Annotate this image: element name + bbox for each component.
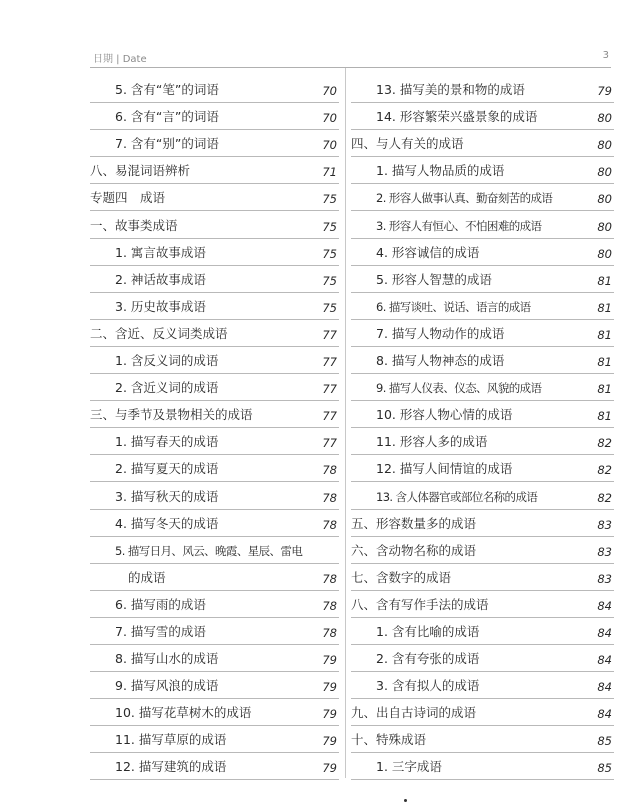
toc-entry [351,76,614,103]
toc-entry [90,266,339,293]
toc-entry-page: 81 [597,327,612,342]
toc-entry [351,618,614,645]
toc-entry [351,699,614,726]
toc-entry-page: 75 [322,246,337,261]
toc-entry-page: 83 [597,517,612,532]
toc-entry [90,591,339,618]
toc-entry-title: 五、形容数量多的成语 [351,515,477,531]
toc-entry-title: 8. 描写山水的成语 [115,651,219,667]
toc-entry-title: 七、含数字的成语 [351,569,452,585]
toc-entry-page: 80 [597,246,612,261]
toc-entry-page: 84 [597,680,612,695]
toc-entry-page: 77 [322,409,337,424]
toc-entry-page: 77 [322,382,337,397]
toc-entry [351,184,614,211]
toc-entry-page: 77 [322,355,337,370]
toc-entry-page: 80 [597,111,612,126]
toc-entry [90,347,339,374]
toc-entry [351,157,614,184]
toc-entry-page: 75 [322,219,337,234]
toc-entry [90,157,339,184]
toc-entry-page: 77 [322,327,337,342]
toc-entry-title: 6. 描写雨的成语 [115,596,206,612]
toc-entry-page: 82 [597,490,612,505]
toc-entry-page: 83 [597,544,612,559]
toc-entry-page: 78 [322,598,337,613]
toc-entry-title: 六、含动物名称的成语 [351,542,477,558]
toc-entry-page: 79 [322,734,337,749]
toc-entry [351,211,614,238]
toc-entry [351,293,614,320]
toc-entry-title: 1. 含反义词的成语 [115,353,219,369]
toc-entry-title: 4. 描写冬天的成语 [115,515,219,531]
toc-entry [90,239,339,266]
toc-entry-page: 70 [322,84,337,99]
toc-entry [351,347,614,374]
toc-entry-page: 85 [597,734,612,749]
page-header [93,50,609,66]
toc-entry-title: 1. 三字成语 [376,759,442,775]
toc-entry-title: 10. 描写花草树木的成语 [115,705,252,721]
toc-entry [90,455,339,482]
toc-entry-page: 78 [322,625,337,640]
toc-entry [351,239,614,266]
toc-entry-page: 78 [322,490,337,505]
toc-entry-title: 3. 描写秋天的成语 [115,488,219,504]
toc-left-column [90,76,339,780]
toc-entry-page: 79 [597,84,612,99]
toc-entry [90,293,339,320]
toc-entry [90,428,339,455]
toc-entry-page: 81 [597,355,612,370]
toc-entry [351,130,614,157]
toc-entry-title: 5. 描写日月、风云、晚霞、星辰、雷电 [115,543,303,558]
toc-entry-page: 78 [322,463,337,478]
toc-entry-title: 11. 形容人多的成语 [376,434,488,450]
toc-entry-title: 三、与季节及景物相关的成语 [90,407,253,423]
toc-entry-title: 3. 含有拟人的成语 [376,678,480,694]
toc-entry [90,645,339,672]
toc-entry-page: 78 [322,571,337,586]
toc-entry [351,374,614,401]
toc-entry-page: 81 [597,409,612,424]
toc-entry-title: 10. 形容人物心情的成语 [376,407,513,423]
toc-entry-page: 75 [322,273,337,288]
toc-entry [90,211,339,238]
toc-entry-title: 9. 描写风浪的成语 [115,678,219,694]
toc-entry-page: 84 [597,653,612,668]
toc-entry [90,374,339,401]
toc-entry-page: 80 [597,219,612,234]
toc-entry-page: 70 [322,111,337,126]
toc-entry-title: 十、特殊成语 [351,732,427,748]
toc-entry-title: 5. 形容人智慧的成语 [376,271,492,287]
ink-dot [404,799,407,802]
toc-entry-title: 8. 描写人物神态的成语 [376,353,505,369]
toc-entry-page: 71 [322,165,337,180]
toc-entry [90,753,339,780]
toc-entry-title: 八、易混词语辨析 [90,163,191,179]
toc-entry [351,510,614,537]
toc-entry-page: 81 [597,300,612,315]
toc-entry-page: 84 [597,707,612,722]
toc-entry [90,618,339,645]
toc-entry-title: 7. 描写雪的成语 [115,623,206,639]
toc-entry [90,130,339,157]
toc-entry [90,184,339,211]
toc-entry-title: 6. 含有“言”的词语 [115,109,219,125]
toc-entry-page: 85 [597,761,612,776]
toc-entry-page: 84 [597,625,612,640]
toc-entry [90,672,339,699]
toc-right-column [351,76,614,780]
toc-entry [90,320,339,347]
toc-entry [90,699,339,726]
toc-entry-title: 12. 描写建筑的成语 [115,759,227,775]
toc-entry [351,320,614,347]
toc-entry-page: 70 [322,138,337,153]
toc-entry [351,103,614,130]
toc-entry-title: 6. 描写谈吐、说话、语言的成语 [376,299,531,314]
toc-entry-title: 7. 含有“别”的词语 [115,136,219,152]
toc-entry-title: 1. 含有比喻的成语 [376,623,480,639]
toc-entry-page: 81 [597,273,612,288]
toc-entry [351,726,614,753]
toc-entry-title: 9. 描写人仪表、仪态、风貌的成语 [376,381,542,396]
toc-entry-title: 四、与人有关的成语 [351,136,464,152]
toc-entry-title: 14. 形容繁荣兴盛景象的成语 [376,109,538,125]
toc-entry [351,591,614,618]
toc-entry-title: 12. 描写人间情谊的成语 [376,461,513,477]
toc-entry [351,428,614,455]
toc-entry-page: 80 [597,192,612,207]
toc-entry-page: 79 [322,761,337,776]
toc-entry [90,537,339,564]
toc-entry [90,401,339,428]
toc-entry-title: 5. 含有“笔”的词语 [115,82,219,98]
toc-entry [90,510,339,537]
toc-entry-page: 79 [322,653,337,668]
toc-entry-page: 75 [322,300,337,315]
toc-entry [90,103,339,130]
toc-entry [351,266,614,293]
header-divider [90,67,611,68]
toc-entry [351,482,614,509]
toc-entry-page: 84 [597,598,612,613]
toc-entry-title: 2. 含有夸张的成语 [376,651,480,667]
toc-entry-page: 81 [597,382,612,397]
date-label: 日期 | Date [93,54,147,65]
toc-entry [351,645,614,672]
toc-entry-page: 75 [322,192,337,207]
toc-entry-page: 78 [322,517,337,532]
toc-entry [90,482,339,509]
toc-entry-title: 3. 形容人有恒心、不怕困难的成语 [376,218,542,233]
toc-entry-title: 1. 描写人物品质的成语 [376,163,505,179]
toc-entry [351,401,614,428]
toc-entry-title: 的成语 [128,569,166,585]
toc-entry-title: 专题四 成语 [90,190,166,206]
toc-entry-page: 79 [322,680,337,695]
toc-entry [351,537,614,564]
toc-entry-page: 77 [322,436,337,451]
toc-entry-title: 二、含近、反义词类成语 [90,325,228,341]
toc-entry-title: 4. 形容诚信的成语 [376,244,480,260]
toc-entry-title: 九、出自古诗词的成语 [351,705,477,721]
toc-entry-title: 2. 形容人做事认真、勤奋刻苦的成语 [376,191,553,206]
toc-entry-title: 1. 寓言故事成语 [115,244,206,260]
toc-entry [351,564,614,591]
toc-entry-title: 13. 含人体器官或部位名称的成语 [376,489,538,504]
toc-entry [351,753,614,780]
toc-entry [90,564,339,591]
toc-entry-title: 2. 神话故事成语 [115,271,206,287]
toc-entry-title: 1. 描写春天的成语 [115,434,219,450]
column-divider [345,68,346,778]
toc-entry-title: 一、故事类成语 [90,217,178,233]
toc-entry-title: 11. 描写草原的成语 [115,732,227,748]
toc-entry-title: 13. 描写美的景和物的成语 [376,82,525,98]
toc-entry [90,726,339,753]
toc-entry-page: 82 [597,463,612,478]
toc-entry-page: 80 [597,165,612,180]
toc-entry-title: 7. 描写人物动作的成语 [376,325,505,341]
toc-entry [351,672,614,699]
toc-entry-title: 3. 历史故事成语 [115,298,206,314]
toc-entry-page: 80 [597,138,612,153]
toc-entry [90,76,339,103]
toc-entry-title: 2. 描写夏天的成语 [115,461,219,477]
toc-entry-page: 79 [322,707,337,722]
toc-entry-title: 2. 含近义词的成语 [115,380,219,396]
toc-entry [351,455,614,482]
page-number: 3 [602,50,609,61]
toc-entry-page: 83 [597,571,612,586]
toc-entry-page: 82 [597,436,612,451]
toc-entry-title: 八、含有写作手法的成语 [351,596,489,612]
